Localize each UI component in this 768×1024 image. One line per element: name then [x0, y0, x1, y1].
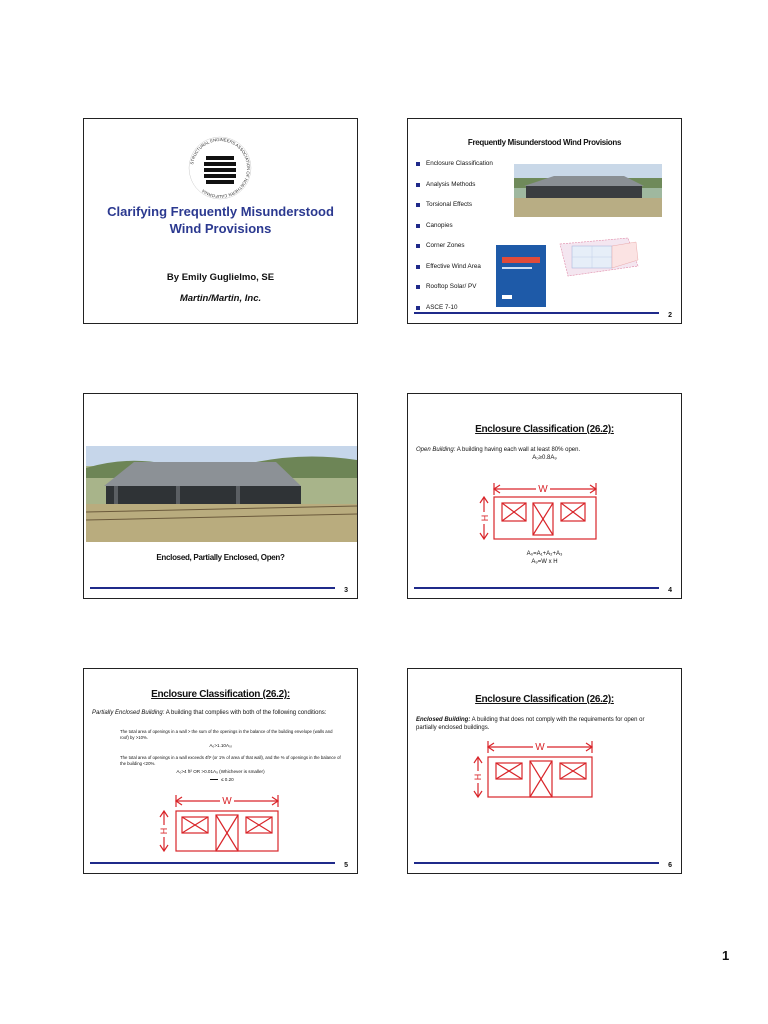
slide-3 — [83, 393, 358, 599]
slide-number: 4 — [668, 587, 672, 594]
slide-6 — [407, 668, 682, 874]
width-label: W — [535, 742, 545, 753]
presentation-title: Clarifying Frequently Misunderstood Wind Provisions — [107, 204, 334, 236]
topic-item: Rooftop Solar/ PV — [416, 283, 493, 304]
footer-rule — [90, 862, 335, 864]
slide-2 — [407, 118, 682, 324]
wind-zone-diagram — [558, 236, 640, 278]
building-elevation-diagram — [470, 739, 598, 803]
slide-number: 6 — [668, 862, 672, 869]
footer-rule — [414, 587, 659, 589]
topic-item: Canopies — [416, 222, 493, 243]
topic-item: Effective Wind Area — [416, 263, 493, 284]
partially-enclosed-definition: Partially Enclosed Building: A building that complies with both of the following conditions: — [92, 710, 327, 716]
footer-rule — [414, 312, 659, 314]
barn-photo-large — [86, 446, 357, 542]
topic-item: ASCE 7-10 — [416, 304, 493, 325]
slide-2-title: Frequently Misunderstood Wind Provisions — [467, 138, 622, 147]
open-building-definition: Open Building: A building having each wall at least 80% open. — [416, 447, 581, 453]
height-label: H — [159, 827, 169, 835]
slide-number: 3 — [344, 587, 348, 594]
page-number: 1 — [722, 948, 730, 963]
footer-rule — [414, 862, 659, 864]
topic-item: Torsional Effects — [416, 201, 493, 222]
slide-4-title: Enclosure Classification (26.2): — [475, 424, 614, 435]
slide-6-title: Enclosure Classification (26.2): — [475, 694, 614, 705]
svg-text:STRUCTURAL ENGINEERS ASSOCIATI: STRUCTURAL ENGINEERS ASSOCIATION OF NORTHERN CALIFORNIA — [189, 136, 252, 200]
slide-4 — [407, 393, 682, 599]
formula: A₀>4 ft² OR >0.01A₉ (Whichever is smaller) — [176, 769, 265, 774]
formula: A₀>1.10A₀ᵢ — [209, 743, 232, 748]
seaonc-logo — [185, 133, 255, 203]
formula: ≤ 0.20 — [210, 777, 234, 782]
topic-item: Analysis Methods — [416, 181, 493, 202]
width-label: W — [222, 796, 232, 807]
height-label: H — [480, 514, 490, 522]
formula: A₀=A₁+A₂+A₃ — [526, 551, 563, 557]
author: By Emily Guglielmo, SE — [166, 272, 275, 283]
topic-item: Corner Zones — [416, 242, 493, 263]
height-label: H — [473, 773, 483, 781]
condition-1: The total area of openings in a wall > the sum of the openings in the balance of the building envelope (walls and roof) by >10%. — [120, 729, 333, 740]
condition-2: The total area of openings in a wall exceeds 4ft² (or 1% of area of that wall), and the % of openings in the balance of the building <20%. — [120, 755, 341, 766]
slide-3-caption: Enclosed, Partially Enclosed, Open? — [156, 553, 285, 562]
topic-list — [416, 160, 493, 324]
slide-5-title: Enclosure Classification (26.2): — [151, 689, 290, 700]
slide-number: 2 — [668, 312, 672, 319]
topic-item: Enclosure Classification — [416, 160, 493, 181]
slide-5 — [83, 668, 358, 874]
building-elevation-diagram — [478, 479, 604, 545]
slide-number: 5 — [344, 862, 348, 869]
width-label: W — [538, 484, 548, 495]
company: Martin/Martin, Inc. — [179, 293, 262, 304]
asce-book-cover — [496, 245, 546, 307]
slide-1 — [83, 118, 358, 324]
building-elevation-diagram — [156, 793, 282, 855]
barn-photo-small — [514, 164, 662, 217]
footer-rule — [90, 587, 335, 589]
enclosed-definition: Enclosed Building: A building that does not comply with the requirements for open or partially enclosed buildings. — [416, 717, 645, 731]
formula: A₀≥0.8A₉ — [532, 455, 557, 461]
formula: A₉=W x H — [531, 559, 558, 565]
